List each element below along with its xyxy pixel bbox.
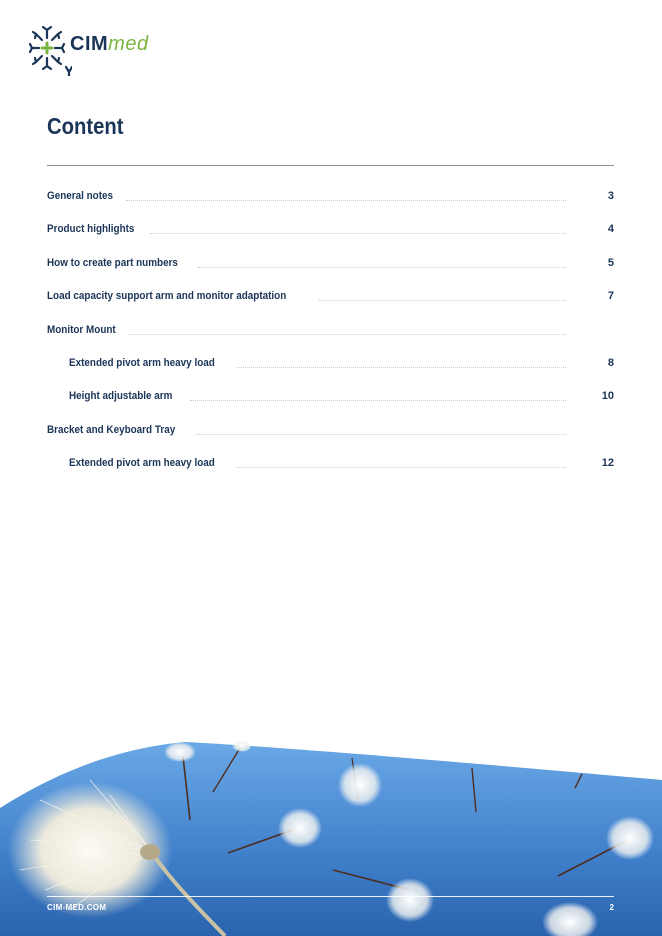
toc-entry-page: 8: [607, 356, 614, 369]
toc-entry-label: Load capacity support arm and monitor adaptation: [47, 290, 287, 303]
toc-leader-dots: [237, 449, 566, 468]
table-of-contents: [47, 182, 614, 483]
toc-entry[interactable]: [47, 249, 614, 282]
toc-leader-dots: [126, 182, 566, 201]
toc-subentry[interactable]: [47, 382, 614, 415]
toc-leader-dots: [195, 416, 566, 435]
page-title: Content: [47, 113, 124, 139]
logo-wordmark-cim: CIM: [70, 33, 109, 55]
footer-website-link[interactable]: CIM-MED.COM: [47, 903, 107, 912]
toc-entry[interactable]: [47, 182, 614, 215]
toc-entry-page: 10: [601, 390, 614, 403]
toc-entry-page: 5: [607, 256, 614, 269]
toc-entry-label: Extended pivot arm heavy load: [69, 356, 215, 369]
toc-entry-page: 4: [607, 223, 614, 236]
toc-leader-dots: [190, 382, 566, 401]
toc-entry[interactable]: [47, 282, 614, 315]
toc-entry-page: [594, 416, 614, 424]
toc-entry-label: Height adjustable arm: [69, 390, 173, 403]
logo-wordmark-med: med: [108, 33, 149, 55]
toc-entry-label: General notes: [47, 190, 114, 202]
toc-entry-page: 3: [607, 190, 614, 202]
toc-leader-dots: [237, 349, 566, 368]
toc-entry-page: [594, 316, 614, 324]
toc-leader-dots: [150, 215, 566, 234]
cimmed-snowflake-logo-icon: [28, 24, 72, 76]
toc-section-heading[interactable]: [47, 316, 614, 349]
toc-entry-label: Extended pivot arm heavy load: [69, 457, 215, 470]
footer-divider: [47, 896, 614, 897]
toc-entry-page: 12: [601, 457, 614, 470]
toc-leader-dots: [319, 282, 566, 301]
toc-leader-dots: [198, 249, 566, 268]
title-divider: [47, 165, 614, 166]
toc-leader-dots: [129, 316, 566, 335]
toc-entry-label: Bracket and Keyboard Tray: [47, 423, 176, 436]
toc-entry-page: 7: [607, 290, 614, 303]
toc-section-heading[interactable]: [47, 416, 614, 449]
toc-subentry[interactable]: [47, 349, 614, 382]
toc-entry-label: Product highlights: [47, 223, 135, 236]
toc-subentry[interactable]: [47, 449, 614, 482]
toc-entry-label: How to create part numbers: [47, 256, 178, 269]
logo-wordmark: [70, 33, 149, 56]
toc-entry[interactable]: [47, 215, 614, 248]
toc-entry-label: Monitor Mount: [47, 323, 116, 336]
footer-page-number: 2: [609, 903, 614, 912]
